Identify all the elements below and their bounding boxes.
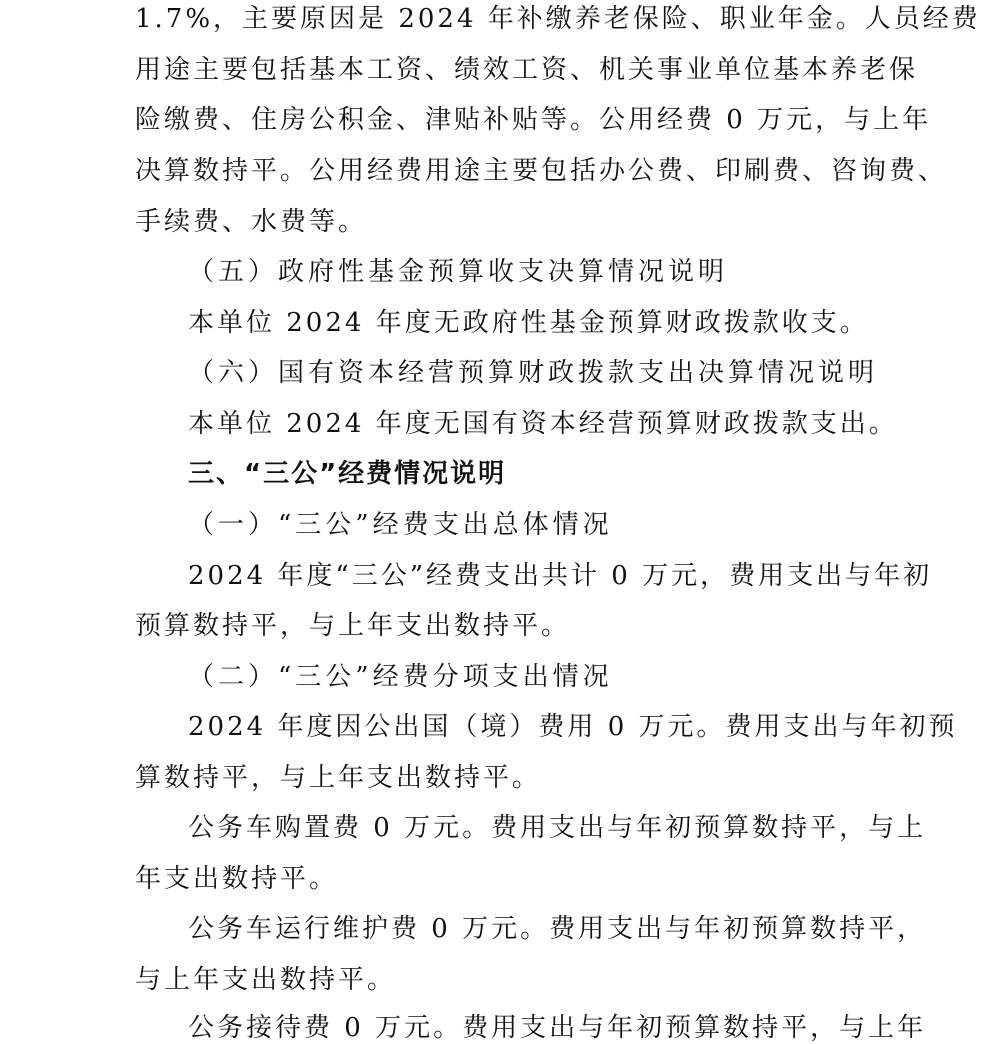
body-text-line: 与上年支出数持平。 xyxy=(135,965,397,995)
body-text-line: 公务接待费 0 万元。费用支出与年初预算数持平，与上年 xyxy=(188,1013,927,1043)
body-text-line: 算数持平，与上年支出数持平。 xyxy=(135,763,542,793)
section-subheading: （二）“三公”经费分项支出情况 xyxy=(188,662,613,692)
section-subheading: （六）国有资本经营预算财政拨款支出决算情况说明 xyxy=(188,358,879,388)
section-heading: 三、“三公”经费情况说明 xyxy=(188,459,507,489)
body-text-line: 公务车运行维护费 0 万元。费用支出与年初预算数持平， xyxy=(188,914,927,944)
body-text-line: 本单位 2024 年度无国有资本经营预算财政拨款支出。 xyxy=(188,409,898,439)
body-text-line: 决算数持平。公用经费用途主要包括办公费、印刷费、咨询费、 xyxy=(135,156,948,186)
body-text-line: 公务车购置费 0 万元。费用支出与年初预算数持平，与上 xyxy=(188,813,927,843)
body-text-line: 手续费、水费等。 xyxy=(135,207,368,237)
body-text-line: 用途主要包括基本工资、绩效工资、机关事业单位基本养老保 xyxy=(135,55,919,85)
body-text-line: 本单位 2024 年度无政府性基金预算财政拨款收支。 xyxy=(188,308,869,338)
body-text-line: 年支出数持平。 xyxy=(135,864,339,894)
body-text-line: 1.7%，主要原因是 2024 年补缴养老保险、职业年金。人员经费 xyxy=(135,4,981,34)
body-text-line: 险缴费、住房公积金、津贴补贴等。公用经费 0 万元，与上年 xyxy=(135,105,932,135)
body-text-line: 2024 年度因公出国（境）费用 0 万元。费用支出与年初预 xyxy=(188,712,958,742)
section-subheading: （五）政府性基金预算收支决算情况说明 xyxy=(188,257,729,287)
body-text-line: 预算数持平，与上年支出数持平。 xyxy=(135,611,571,641)
body-text-line: 2024 年度“三公”经费支出共计 0 万元，费用支出与年初 xyxy=(188,561,933,591)
section-subheading: （一）“三公”经费支出总体情况 xyxy=(188,510,613,540)
